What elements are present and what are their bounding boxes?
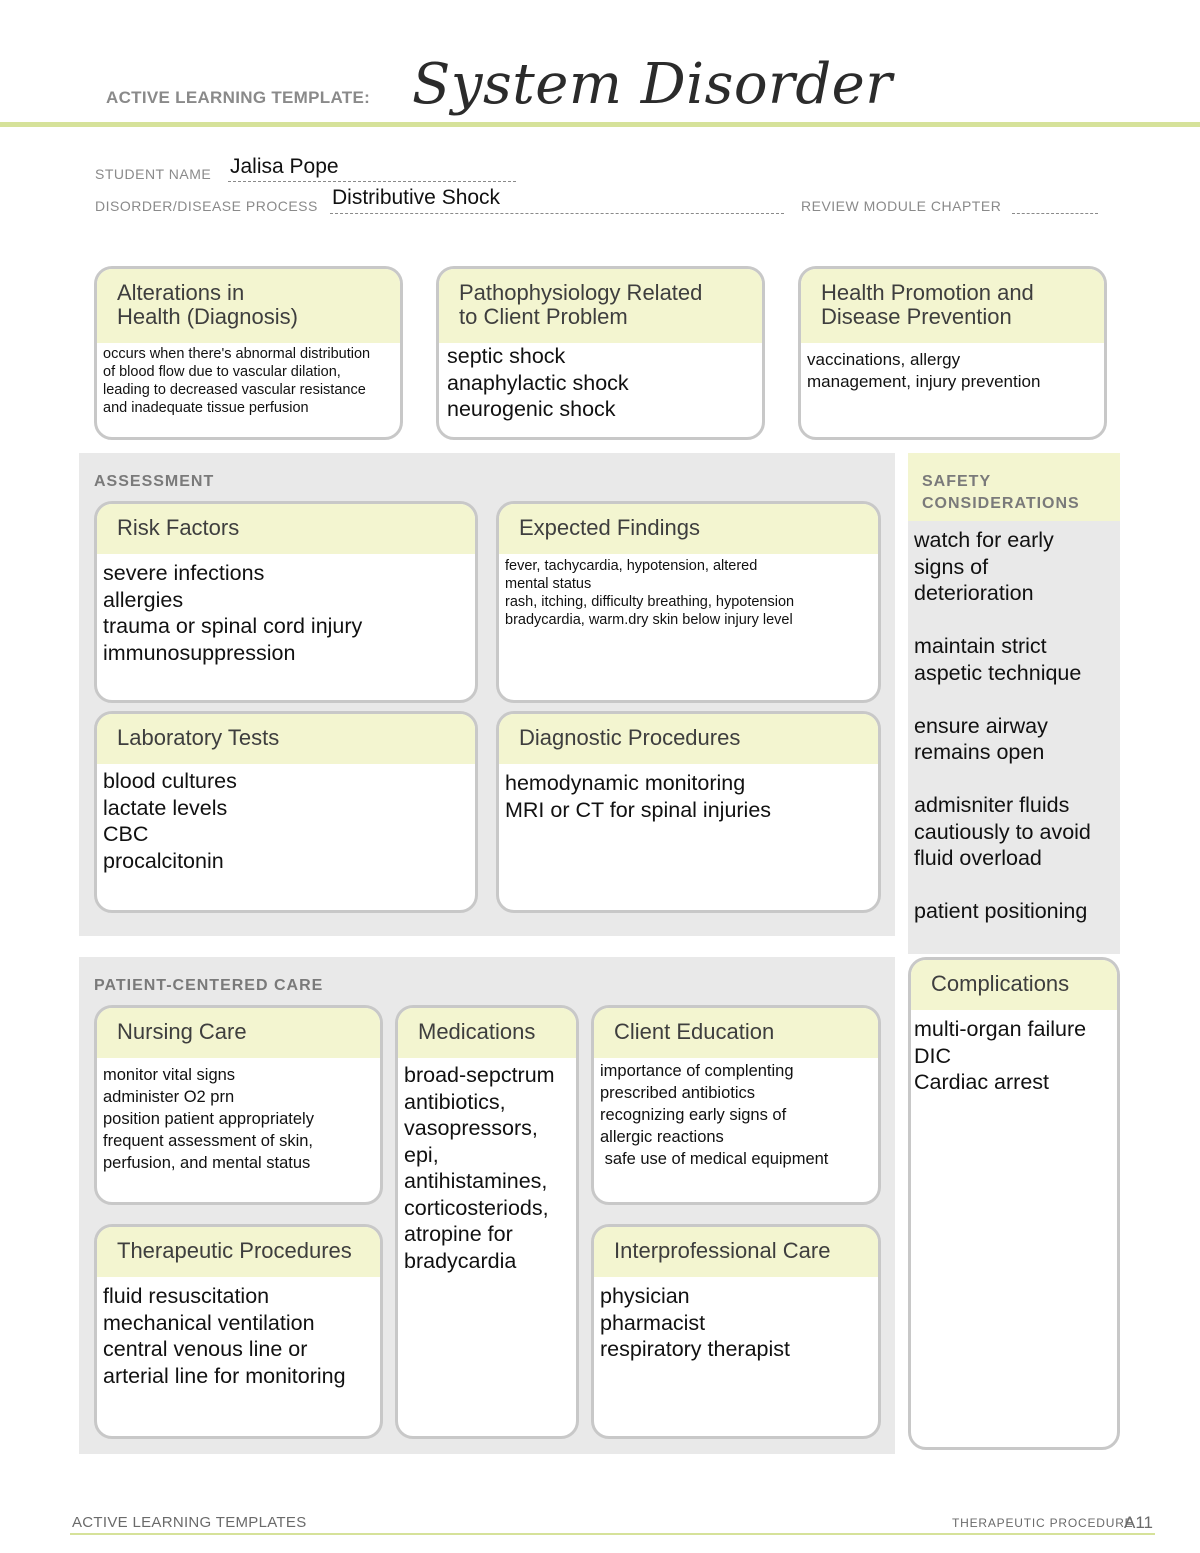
nursing-care-title: Nursing Care: [97, 1008, 380, 1058]
review-module-label: REVIEW MODULE CHAPTER: [801, 198, 1002, 214]
therapeutic-procedures-card: [94, 1224, 383, 1439]
client-education-title: Client Education: [594, 1008, 878, 1058]
patient-centered-care-section-title: PATIENT-CENTERED CARE: [94, 977, 324, 994]
laboratory-tests-text[interactable]: blood cultures lactate levels CBC procalcitonin: [103, 769, 237, 873]
alterations-title: Alterations in Health (Diagnosis): [97, 269, 400, 343]
risk-factors-text[interactable]: severe infections allergies trauma or spinal cord injury immunosuppression: [103, 561, 363, 665]
expected-findings-card: [496, 501, 881, 703]
pathophysiology-card: [436, 266, 765, 440]
diagnostic-procedures-card: [496, 711, 881, 913]
complications-text[interactable]: multi-organ failure DIC Cardiac arrest: [914, 1017, 1087, 1094]
student-name-label: STUDENT NAME: [95, 166, 212, 182]
laboratory-tests-card: [94, 711, 478, 913]
safety-considerations-panel: [908, 453, 1120, 954]
diagnostic-procedures-text[interactable]: hemodynamic monitoring MRI or CT for spinal injuries: [505, 771, 772, 822]
health-promotion-title: Health Promotion and Disease Prevention: [801, 269, 1104, 343]
pathophysiology-title: Pathophysiology Related to Client Problem: [439, 269, 762, 343]
nursing-care-text[interactable]: monitor vital signs administer O2 prn position patient appropriately frequent assessment of skin, perfusion, and mental status: [103, 1066, 314, 1172]
template-label: ACTIVE LEARNING TEMPLATE:: [106, 88, 371, 107]
footer-left-text: ACTIVE LEARNING TEMPLATES: [72, 1514, 307, 1531]
alterations-text[interactable]: occurs when there's abnormal distribution of blood flow due to vascular dilation, leading to decreased vascular resistance and inadequate tissue perfusion: [103, 346, 371, 416]
disorder-label: DISORDER/DISEASE PROCESS: [95, 198, 318, 214]
footer-divider: [70, 1533, 1155, 1535]
risk-factors-card: [94, 501, 478, 703]
footer-page-number: A11: [1124, 1513, 1153, 1532]
laboratory-tests-title: Laboratory Tests: [97, 714, 475, 764]
medications-text[interactable]: broad-sepctrum antibiotics, vasopressors, epi, antihistamines, corticosteriods, atropine for bradycardia: [404, 1063, 555, 1273]
review-module-line[interactable]: [1012, 194, 1098, 214]
therapeutic-procedures-title: Therapeutic Procedures: [97, 1227, 380, 1277]
safety-considerations-text[interactable]: watch for early signs of deterioration maintain strict aspetic technique ensure airway remains open admisniter fluids cautiously to avoid fluid overload patient positioning: [914, 528, 1091, 923]
interprofessional-care-title: Interprofessional Care: [594, 1227, 878, 1277]
diagnostic-procedures-title: Diagnostic Procedures: [499, 714, 878, 764]
complications-title: Complications: [911, 960, 1117, 1010]
pathophysiology-text[interactable]: septic shock anaphylactic shock neurogenic shock: [447, 344, 629, 421]
health-promotion-text[interactable]: vaccinations, allergy management, injury prevention: [807, 350, 1041, 391]
page-title: System Disorder: [412, 52, 893, 117]
health-promotion-card: [798, 266, 1107, 440]
interprofessional-care-card: [591, 1224, 881, 1439]
complications-card: [908, 957, 1120, 1450]
assessment-section-title: ASSESSMENT: [94, 473, 215, 490]
student-name-value[interactable]: Jalisa Pope: [230, 155, 339, 178]
medications-title: Medications: [398, 1008, 576, 1058]
safety-considerations-title: SAFETY CONSIDERATIONS: [908, 453, 1120, 521]
alterations-card: [94, 266, 403, 440]
nursing-care-card: [94, 1005, 383, 1205]
therapeutic-procedures-text[interactable]: fluid resuscitation mechanical ventilation central venous line or arterial line for monitoring: [103, 1284, 346, 1388]
header-divider: [0, 122, 1200, 127]
expected-findings-text[interactable]: fever, tachycardia, hypotension, altered mental status rash, itching, difficulty breathing, hypotension bradycardia, warm.dry skin below injury level: [505, 558, 795, 628]
expected-findings-title: Expected Findings: [499, 504, 878, 554]
client-education-card: [591, 1005, 881, 1205]
risk-factors-title: Risk Factors: [97, 504, 475, 554]
medications-card: [395, 1005, 579, 1439]
disorder-value[interactable]: Distributive Shock: [332, 186, 501, 209]
client-education-text[interactable]: importance of complenting prescribed antibiotics recognizing early signs of allergic reactions safe use of medical equipment: [600, 1062, 829, 1168]
interprofessional-care-text[interactable]: physician pharmacist respiratory therapist: [600, 1284, 790, 1361]
footer-right-text: THERAPEUTIC PROCEDURE: [952, 1516, 1134, 1530]
